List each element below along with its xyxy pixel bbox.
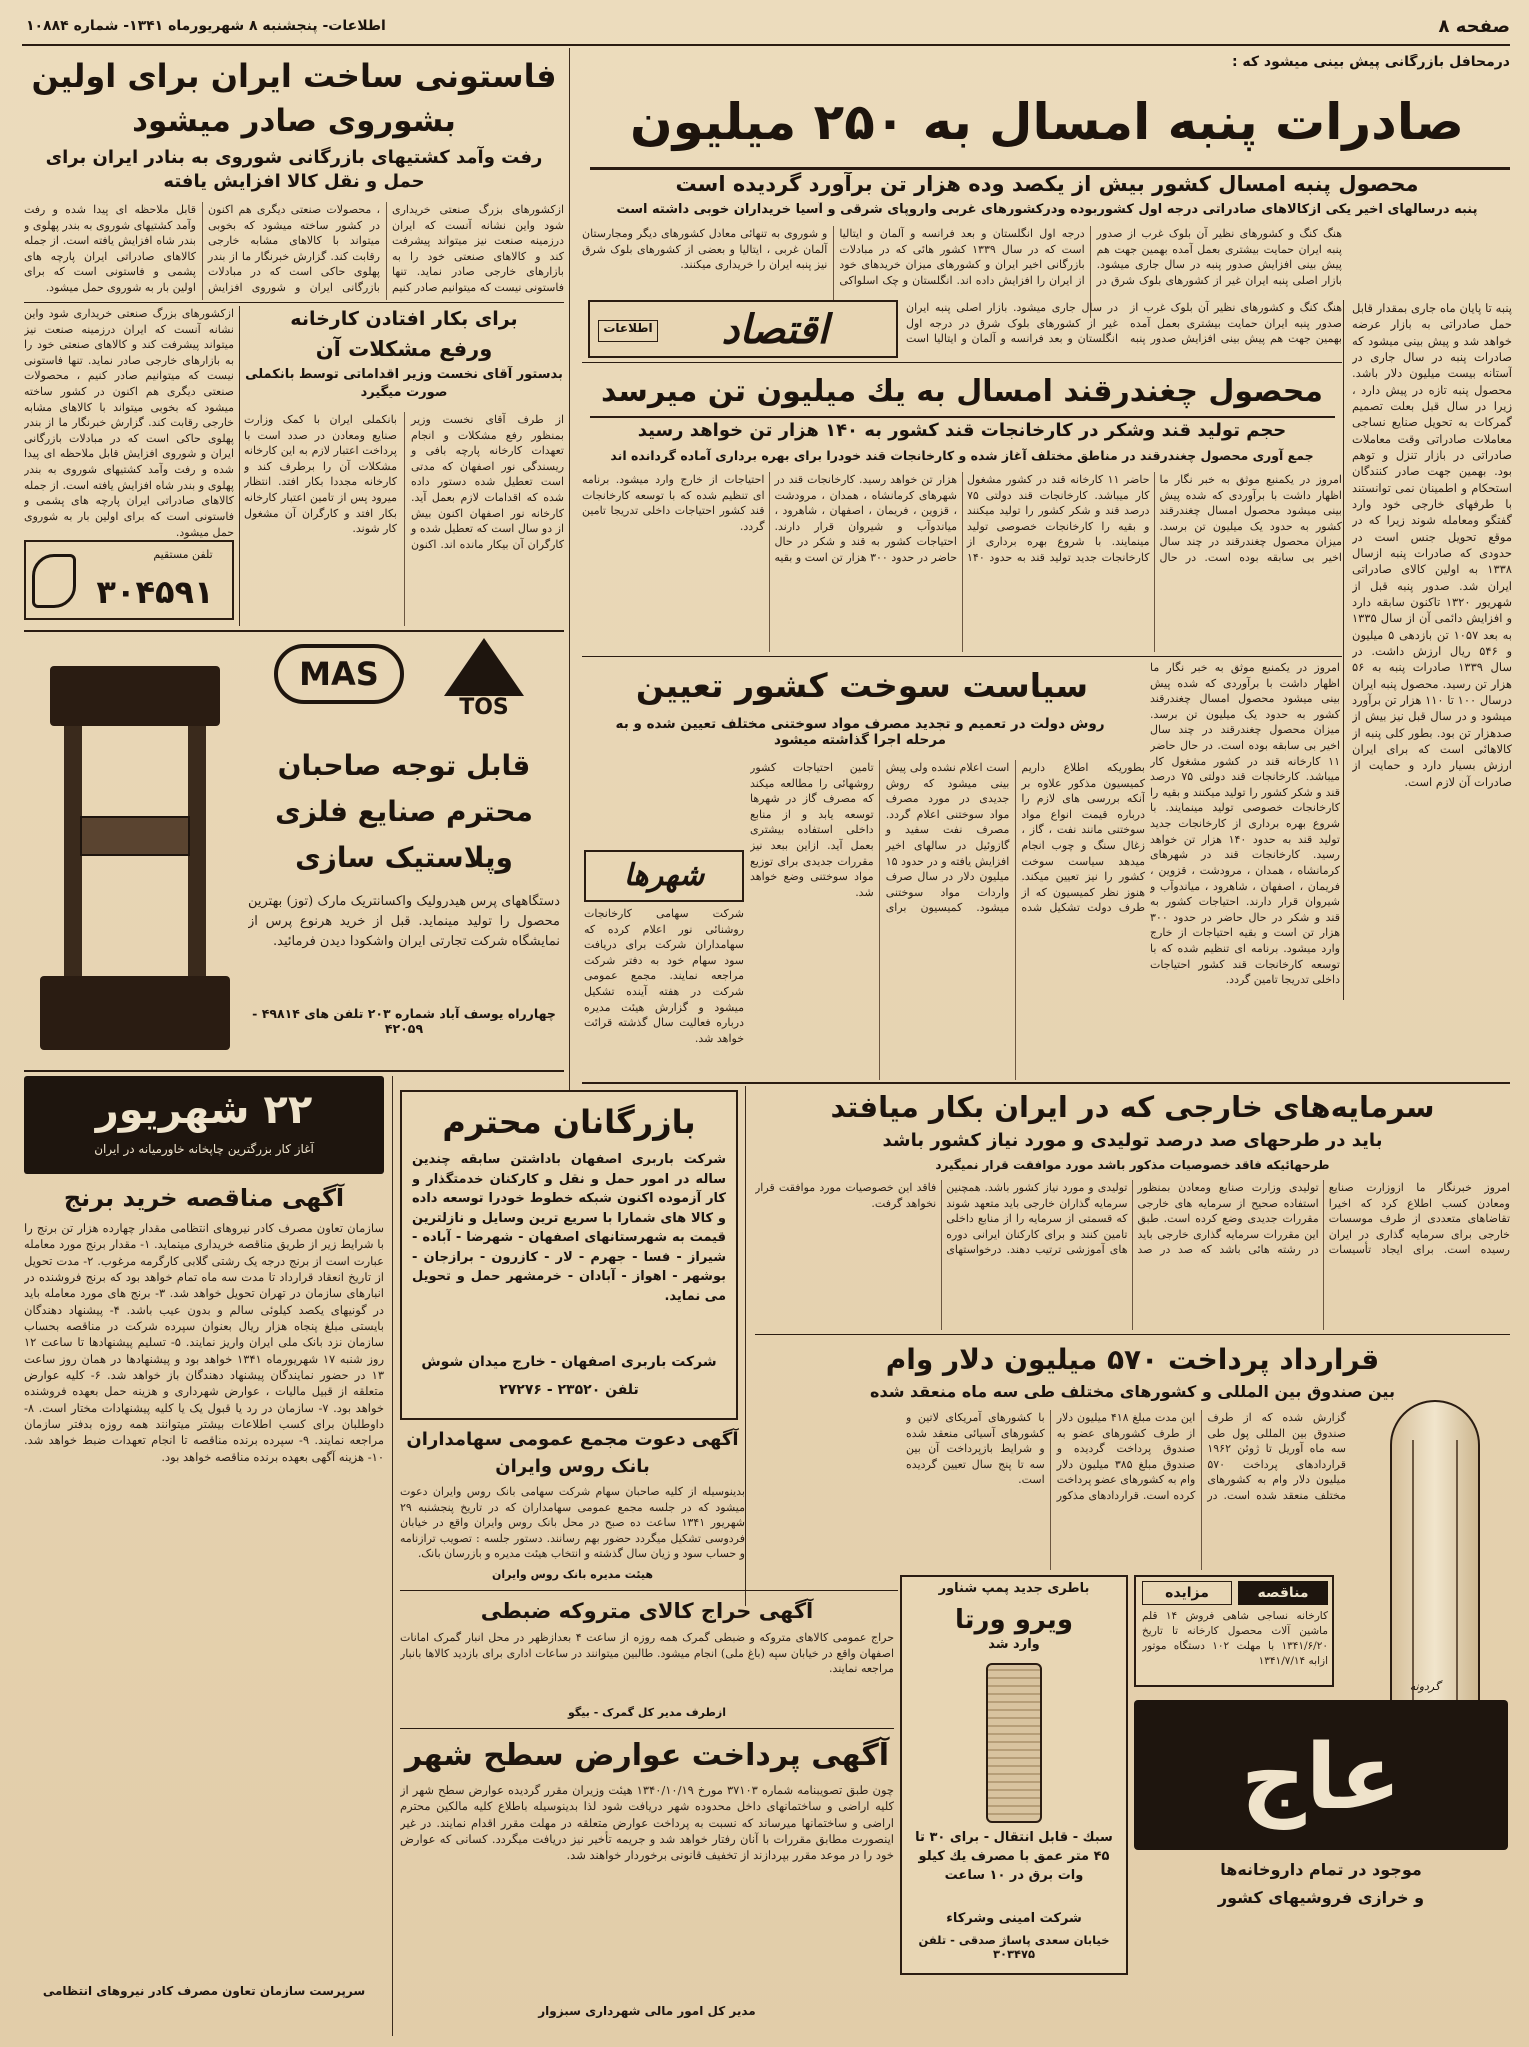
aaj-logo: عاج	[1240, 1725, 1402, 1830]
cotton-kicker: درمحافل بازرگانی پیش بینی میشود که :	[1231, 54, 1510, 70]
phone-label: تلفن مستقیم	[153, 548, 213, 561]
rule	[24, 1070, 564, 1072]
isfahan-headline-1: برای بکار افتادن کارخانه	[290, 308, 518, 330]
foreign-subhead: باید در طرحهای صد درصد تولیدی و مورد نیاز کشور باشد	[882, 1130, 1383, 1151]
pump-address: خیابان سعدی پاساژ صدقی - تلفن ۳۰۳۴۷۵	[918, 1933, 1110, 1961]
column-divider	[392, 1076, 393, 2036]
sugar-headline: محصول چغندرقند امسال به یك میلیون تن میرسد	[601, 374, 1323, 409]
sugar-subhead-2: جمع آوری محصول چغندرقند در مناطق مختلف آغاز شده و کارخانجات قند خودرا برای بهره برداری آماده گردانده اند	[610, 448, 1314, 463]
pump-ad	[900, 1575, 1128, 1975]
header-rule	[22, 44, 1510, 46]
rus-bank-body: بدینوسیله از کلیه صاحبان سهام شرکت سهامی بانک روس وایران دعوت میشود که در جلسه مجمع عمومی سهامداران که در تاریخ پنجشنبه ۲۹ شهریور ۱۳۴۱ ساعت ده صبح در محل بانک روس وایران واقع در خیابان فردوسی تشکیل میگردد حضور بهم رسانند. دستور جلسه : تصویب ترازنامه و حساب سود و زیان سال گذشته و انتخاب هیئت مدیره و بازرسان بانک.	[400, 1485, 745, 1561]
phone-number: ۳۰۴۵۹۱	[96, 573, 214, 611]
cotton-deck-2: پنبه درسالهای اخیر یکی ازکالاهای صادراتی درجه اول کشوربوده ودرکشورهای غربی واروپای شرقی و آسیا خریداران خوبی داشته است	[616, 202, 1478, 217]
mas-ad	[24, 636, 564, 1066]
imf-headline: قرارداد پرداخت ۵۷۰ میلیون دلار وام	[885, 1343, 1380, 1376]
merchants-body: شرکت باربری اصفهان باداشتن سابقه چندین ساله در امور حمل و نقل و کارکنان خدمتگذار و کار آزموده اکنون شبکه خطوط خودرا توسعه داده و کالا های شمارا با سریع ترین وسایل و نازلترین قیمت به شهرستانهای اصفهان - شهرضا - آباده - شیراز - فسا - جهرم - لار - کازرون - برازجان - بوشهر - اهواز - آبادان - خرمشهر حمل و تحویل می نماید.	[412, 1152, 726, 1304]
rule	[24, 302, 564, 303]
foreign-subhead-2: طرحهائیکه فاقد خصوصیات مذکور باشد مورد موافقت قرار نمیگیرد	[935, 1158, 1330, 1172]
rus-bank-title: آگهی دعوت مجمع عمومی سهامداران	[406, 1429, 739, 1450]
ussr-headline-2: بشوروی صادر میشود	[132, 103, 456, 139]
rule	[582, 656, 1342, 657]
shahrivar-subtitle: آغاز کار بزرگترین چاپخانه خاورمیانه در ایران	[94, 1142, 314, 1156]
cotton-headline: صادرات پنبه امسال به ۲۵۰ میلیون	[630, 93, 1464, 151]
imf-subhead: بین صندوق بین المللی و کشورهای مختلف طی سه ماه منعقد شده	[870, 1382, 1395, 1401]
sugar-body-continued: امروز در یکمنبع موثق به خبر نگار ما اظهار داشت با برآوردی که شده پیش بینی میشود محصول امسال چغندرقند کشور به حدود یک میلیون تن برسد. میزان محصول چغندرقند در چند سال اخیر بی سابقه بوده است. در حال حاضر ۱۱ کارخانه قند در کشور مشغول کار میباشد. کارخانجات قند دولتی ۷۵ درصد قند و شکر کشور را تولید میکنند و بقیه را کارخانجات خصوصی تولید مینمایند. با شروع بهره برداری از کارخانجات جدید تولید قند به حدود ۱۴۰ هزار تن خواهد رسید. کارخانجات قند در شهرهای کرمانشاه ، همدان ، مرودشت ، قزوین ، فریمان ، اصفهان ، شاهرود ، میاندوآب و شیروان قرار دارند. احتیاجات کشور به قند و شکر در حال حاضر در حدود ۳۰۰ هزار تن است و بقیه احتیاجات از خارج وارد میشود. برنامه ای تنظیم شده که با توسعه کارخانجات قند کشور احتیاجات داخلی تدریجا تامین گردد.	[1150, 661, 1340, 987]
rule	[24, 630, 564, 632]
column-divider	[569, 48, 570, 1098]
column-divider	[745, 1086, 746, 1606]
merchants-phone: تلفن ۲۳۵۲۰ - ۲۷۲۷۶	[499, 1382, 639, 1398]
rule	[590, 416, 1335, 418]
column-divider	[239, 306, 240, 626]
merchants-ad	[400, 1090, 738, 1420]
ussr-headline-1: فاستونی ساخت ایران برای اولین	[31, 57, 557, 95]
ektesad-logo: اقتصاد	[721, 307, 829, 353]
foreign-body: امروز خبرنگار ما ازوزارت صنایع ومعادن کسب اطلاع کرد که اخیرا تقاضاهای متعددی از طرف موسسات خارجی برای سرمایه گذاری در ایران رسیده است. برای ایجاد تأسیسات تولیدی وزارت صنایع ومعادن بمنظور استفاده صحیح از سرمایه های خارجی مقررات جدیدی وضع کرده است. طبق این مقررات سرمایه گذاری خارجی باید در رشته هائی باشد که صد در صد تولیدی و مورد نیاز کشور باشد. همچنین سرمایه گذاران خارجی باید متعهد شوند که قسمتی از سرمایه را از منابع داخلی تامین کنند و برای کارکنان ایرانی دوره های آموزشی ترتیب دهند. درخواستهای فاقد این خصوصیات مورد موافقت قرار نخواهد گرفت.	[755, 1181, 1510, 1257]
fuel-body: بطوریکه اطلاع داریم کمیسیون مذکور علاوه بر آنکه بررسی های لازم را درباره قیمت انواع مواد سوختنی مانند نفت ، گاز ، زغال سنگ و چوب انجام میدهد سیاست سوخت کشور را نیز تعیین میکند. هنوز نظر کمیسیون که از طرف دولت تشکیل شده است اعلام نشده ولی پیش بینی میشود که روش جدیدی در مورد مصرف مواد سوختنی اعلام گردد. مصرف نفت سفید و گازوئیل در سالهای اخیر افزایش یافته و در حدود ۱۵ میلیون دلار در سال صرف واردات مواد سوختنی میشود. کمیسیون برای تامین احتیاجات کشور روشهائی را مطالعه میکند که مصرف گاز در شهرها توسعه یابد و از منابع داخلی استفاده بیشتری بعمل آید. ازاین ببعد نیز مقررات جدیدی برای توزیع مواد سوختنی وضع خواهد شد.	[750, 761, 1145, 915]
aaj-logo-box	[1134, 1700, 1508, 1850]
aaj-bottom-1: موجود در تمام داروخانه‌ها	[1220, 1860, 1422, 1879]
tax-headline: آگهی پرداخت عوارض سطح شهر	[404, 1738, 890, 1773]
ussr-body-continued: ازکشورهای بزرگ صنعتی خریداری شود واین نشانه آنست که ایران درزمینه صنعت نیز میتواند پیشرفت کند و کالاهای صنعتی خود را به بازارهای خارجی صادر نماید. تنها فاستونی نیست که میتوانیم صادر کنیم ، محصولات صنعتی دیگری هم اکنون در کشور ساخته میشود که بخوبی میتواند با کالاهای مشابه خارجی رقابت کند. گزارش خبرنگار ما از بندر پهلوی حاکی است که در مبادلات بازرگانی ایران و شوروی افزایش قابل ملاحظه ای پیدا شده و رفت وآمد کشتیهای شوروی به بندر پهلوی و بندر شاه افزایش یافته است. از جمله کالاهای صادراتی ایران پارچه های پشمی و فاستونی است که برای اولین بار به شوروی حمل میشود.	[24, 307, 234, 539]
fuel-headline: سیاست سوخت کشور تعیین	[635, 666, 1089, 705]
tender-body: کارخانه نساجی شاهی فروش ۱۴ قلم ماشین آلات محصول کارخانه تا تاریخ ۱۳۴۱/۶/۲۰ با مهلت ۱۰۲ دستگاه موتور ازابه ۱۳۴۱/۷/۱۴	[1142, 1610, 1328, 1667]
shahrha-logo-box	[584, 850, 744, 902]
isfahan-headline-2: ورفع مشکلات آن	[315, 337, 493, 361]
customs-headline: آگهی حراج کالای متروکه ضبطی	[480, 1599, 814, 1623]
auction-label: مزایده	[1142, 1581, 1232, 1605]
tender-box	[1134, 1575, 1334, 1687]
cotton-body-top: هنگ کنگ و کشورهای نظیر آن بلوک غرب از صدور پنبه ایران حمایت بیشتری بعمل آمده بهمین جهت هم پیش بینی افزایش صدور پنبه در سال جاری میشود. بازار اصلی پنبه ایران غیر از کشورهای بلوک شرق در درجه اول انگلستان و بعد فرانسه و آلمان و ایتالیا است که در سال ۱۳۳۹ کشور هائی که در مبادلات بازرگانی اخیر ایران و کشورهای میزان خریدهای خود از ایران را افزایش داده اند. انگلستان و چک اسلواکی و شوروی به تنهائی معادل کشورهای دیگر ومجارستان آلمان غربی ، ایتالیا و بعضی از کشورهای بلوک شرق نیز پنبه ایران را خریداری میکنند.	[582, 227, 1342, 287]
aaj-tag: گردونه	[1409, 1680, 1441, 1693]
mas-brand: MAS	[299, 655, 379, 693]
rule	[582, 1082, 1510, 1084]
sugar-subhead: حجم تولید قند وشکر در کارخانجات قند کشور به ۱۴۰ هزار تن خواهد رسید	[637, 420, 1287, 441]
customs-body: حراج عمومی کالاهای متروکه و ضبطی گمرک همه روزه از ساعت ۴ بعدازظهر در محل انبار گمرک امانات اصفهان واقع در خیابان سپه (باغ ملی) انجام میشود. طالبین میتوانند در ساعات اداری برای بازدید کالاها بانبار مراجعه نمایند.	[400, 1631, 894, 1676]
rice-headline: آگهی مناقصه خرید برنج	[63, 1184, 345, 1212]
pump-icon	[986, 1663, 1042, 1823]
tax-signature: مدیر کل امور مالی شهرداری سبزوار	[538, 2004, 756, 2018]
imf-body: گزارش شده که از طرف صندوق بین المللی پول طی سه ماه آوریل تا ژوئن ۱۹۶۲ قراردادهای پرداخت ۵۷۰ میلیون دلار وام به کشورهای مختلف منعقد شده است. در این مدت مبلغ ۴۱۸ میلیون دلار از طرف کشورهای عضو به صندوق پرداخت گردیده و صندوق مبلغ ۳۸۵ میلیون دلار وام به کشورهای عضو پرداخت کرده است. قراردادهای مذکور با کشورهای آمریکای لاتین و کشورهای آسیائی منعقد شده و شرایط بازپرداخت آن بین سه تا پنج سال تعیین گردیده است.	[906, 1411, 1346, 1503]
rice-signature: سرپرست سازمان تعاون مصرف کادر نیروهای انتظامی	[42, 1984, 366, 1998]
phone-icon	[32, 554, 76, 608]
isfahan-body: از طرف آقای نخست وزیر بمنظور رفع مشکلات و انجام تعهدات کارخانه پارچه بافی و ریسندگی نور اصفهان که مدتی است تعطیل شده دستور داده شده که اقدامات لازم بعمل آید. کارخانه نور اصفهان اکنون بیش از دو سال است که تعطیل شده و کارگران آن بیکار مانده اند. اکنون بانکملی ایران با کمک وزارت صنایع ومعادن در صدد است با پرداخت اعتبار لازم به این کارخانه مشکلات آن را برطرف کند و کارخانه مجددا بکار افتد. انتظار میرود پس از تامین اعتبار کارخانه بکار افتد و کارگران آن مشغول کار شوند.	[244, 413, 564, 551]
phone-badge	[24, 540, 234, 620]
aaj-bottom-2: و خرازی فروشیهای کشور	[1217, 1888, 1425, 1907]
shahrha-logo: شهرها	[623, 858, 705, 893]
triangle-icon	[444, 638, 524, 696]
customs-signature: ازطرف مدیر کل گمرک - بیگو	[568, 1706, 726, 1719]
masthead: اطلاعات- پنجشنبه ۸ شهریورماه ۱۳۴۱- شماره ۱۰۸۸۴	[26, 18, 386, 34]
merchants-address: شرکت باربری اصفهان - خارج میدان شوش	[421, 1354, 717, 1370]
ussr-subhead: رفت وآمد کشتیهای بازرگانی شوروی به بنادر ایران برای حمل و نقل کالا افزایش یافته	[45, 147, 543, 193]
press-machine-icon	[30, 666, 240, 1056]
mas-body: دستگاههای پرس هیدرولیک واکسانتریک مارک (توز) بهترین محصول را تولید مینماید. قبل از خرید هرنوع پرس از نمایشگاه شرکت تجارتی ایران واشکودا دیدن فرمائید.	[248, 894, 560, 950]
sugar-body: امروز در یکمنبع موثق به خبر نگار ما اظهار داشت با برآوردی که شده پیش بینی میشود محصول امسال چغندرقند کشور به حدود یک میلیون تن برسد. میزان محصول چغندرقند در چند سال اخیر بی سابقه بوده است. در حال حاضر ۱۱ کارخانه قند در کشور مشغول کار میباشد. کارخانجات قند دولتی ۷۵ درصد قند و شکر کشور را تولید میکنند و بقیه را کارخانجات خصوصی تولید مینمایند. با شروع بهره برداری از کارخانجات جدید تولید قند به حدود ۱۴۰ هزار تن خواهد رسید. کارخانجات قند در شهرهای کرمانشاه ، همدان ، مرودشت ، قزوین ، فریمان ، اصفهان ، شاهرود ، میاندوآب و شیروان قرار دارند. احتیاجات کشور به قند و شکر در حال حاضر در حدود ۳۰۰ هزار تن است و بقیه احتیاجات از خارج وارد میشود. برنامه ای تنظیم شده که با توسعه کارخانجات قند کشور احتیاجات داخلی تدریجا تامین گردد.	[582, 473, 1342, 565]
tender-label: مناقصه	[1238, 1581, 1328, 1605]
shahrha-body: شرکت سهامی کارخانجات روشنائی نور اعلام کرده که سهامداران شرکت برای دریافت سود سهام خود به دفتر شرکت مراجعه نمایند. مجمع عمومی شرکت در هفته آینده تشکیل میشود و گزارش هیئت مدیره درباره فعالیت سال گذشته قرائت خواهد شد.	[584, 907, 744, 1045]
shahrivar-banner	[24, 1076, 384, 1174]
mas-address: چهارراه یوسف آباد شماره ۲۰۳ تلفن های ۴۹۸۱۴ - ۴۲۰۵۹	[252, 1006, 556, 1036]
pump-body: سبك - قابل انتقال - برای ۳۰ تا ۴۵ متر عمق با مصرف یك کیلو وات برق در ۱۰ ساعت	[915, 1830, 1113, 1883]
mas-logo	[274, 644, 404, 704]
mas-heading-3: وپلاستیک سازی	[295, 841, 513, 874]
tax-body: چون طبق تصویبنامه شماره ۳۷۱۰۳ مورخ ۱۳۴۰/۱۰/۱۹ هیئت وزیران مقرر گردیده عوارض سطح شهر از کلیه اراضی و ساختمانهای داخل محدوده شهر دریافت شود لذا بدینوسیله باطلاع کلیه مالکین محترم اراضی و ساختمانها میرساند که نسبت به پرداخت عوارض متعلقه در مهلت مقرر اقدام نمایند. در غیر اینصورت مطابق مقررات با آنان رفتار خواهد شد و جریمه تأخیر نیز دریافت میگردد. کسانی که عوارض خود را در موعد مقرر بپردازند از تخفیف قانونی برخوردار خواهند شد.	[400, 1783, 894, 1863]
cotton-body-column: پنبه تا پایان ماه جاری بمقدار قابل حمل صادراتی به بازار عرضه خواهد شد و پیش بینی میشود که صادرات پنبه در سال جاری در آستانه بیست میلیون دلار باشد. محصول پنبه تازه در پیش دارد ، زیرا در سال قبل بعلت تصمیم گمرکات به تحویل صنایع نساجی معاملات صادراتی وقت معاملات صادراتی در بازار تنزل و توهم بود. بهمین جهت صادر کنندگان استحکام و اطمینان نمی توانستند با طرفهای خارجی خود وارد گفتگو ومعامله شوند زیرا که در موقع تحویل جنس است در حدودی که صادرات پنبه ازسال ۱۳۳۸ به اولین کالای صادراتی ایران شد. صدور پنبه قبل از شهریور ۱۳۲۰ تاکنون سابقه دارد و افزایش دائمی آن از سال ۱۳۳۵ به بعد ۱۰۵۷ تن بازدهی ۵ میلیون و ۵۴۶ ریال ارزش داشت. در سال ۱۳۳۹ صادرات پنبه به ۵۶ هزار تن رسید. محصول پنبه ایران درسال ۱۰۰ تا ۱۱۰ هزار تن برآورد میشود و در سال قبل نیز بیش از صدهزار تن بود. بطور کلی پنبه از کالاهائی است که برای ایران ارزش بسیار دارد و حمایت از صادرات آن لازم است.	[1352, 301, 1512, 789]
pump-brand: ویرو ورتا	[955, 1605, 1073, 1635]
rule	[400, 1728, 894, 1729]
rule	[590, 167, 1510, 170]
foreign-headline: سرمایه‌های خارجی که در ایران بکار میافتد	[830, 1090, 1435, 1124]
tos-logo	[434, 638, 534, 724]
cotton-deck: محصول پنبه امسال کشور بیش از یکصد وده هزار تن برآورد گردیده است	[675, 172, 1419, 196]
ektesad-small-label: اطلاعات	[598, 320, 658, 342]
rule	[755, 1334, 1510, 1335]
pump-company: شرکت امینی وشرکاء	[946, 1911, 1082, 1926]
cotton-body-extra: هنگ کنگ و کشورهای نظیر آن بلوک غرب از صدور پنبه ایران حمایت بیشتری بعمل آمده بهمین جهت هم پیش بینی افزایش صدور پنبه در سال جاری میشود. بازار اصلی پنبه ایران غیر از کشورهای بلوک شرق در درجه اول انگلستان و بعد فرانسه و آلمان و ایتالیا است	[906, 301, 1342, 346]
rule	[400, 1590, 898, 1591]
rus-bank-name: بانک روس وایران	[495, 1456, 650, 1477]
shahrivar-title: ۲۲ شهریور	[95, 1087, 313, 1133]
rice-body: سازمان تعاون مصرف کادر نیروهای انتظامی مقدار چهارده هزار تن برنج را با شرایط زیر از طریق مناقصه خریداری مینماید. ۱- مقدار برنج مورد معامله عبارت است از برنج درجه یک رشتی گلابی کارگرمه مرغوب. ۲- مدت تحویل از تاریخ انعقاد قرارداد تا مدت سه ماه تمام خواهد بود که برنج فروشنده در انبارهای سازمان در تهران تحویل خواهد شد. ۳- برنج های مورد معامله باید در گونیهای یکصد کیلوئی سالم و بدون عیب باشد. ۴- پیشنهاد دهندگان بایستی مبلغ پنجاه هزار ریال بعنوان سپرده شرکت در مناقصه بحساب سازمان نزد بانک ملی ایران واریز نمایند. ۵- تسلیم پیشنهادها تا ساعت ۱۲ روز شنبه ۱۷ شهریورماه ۱۳۴۱ خواهد بود و پیشنهادها در همان روز ساعت ۱۳ در حضور نمایندگان پیشنهاد دهندگان باز خواهد شد. ۶- کلیه عوارض متعلقه از قبیل مالیات ، عوارض شهرداری و هزینه حمل بعهده فروشنده خواهد بود. ۷- سازمان در رد یا قبول یک یا کلیه پیشنهادات مختار است. ۸- داوطلبان برای کسب اطلاعات بیشتر میتوانند همه روزه بدفتر سازمان مراجعه نمایند. ۹- سپرده برنده مناقصه تا انجام تعهدات ضبط خواهد شد. ۱۰- هزینه آگهی بعهده برنده مناقصه خواهد بود.	[24, 1221, 384, 1464]
rule	[582, 362, 1342, 363]
merchants-title: بازرگانان محترم	[442, 1103, 696, 1141]
page-number: صفحه ۸	[1438, 16, 1510, 37]
mas-heading-2: محترم صنایع فلزی	[275, 795, 533, 828]
pump-title: باطری جدید پمپ شناور	[938, 1581, 1090, 1596]
ektesad-logo-box	[588, 300, 898, 358]
mas-heading-1: قابل توجه صاحبان	[277, 749, 531, 782]
isfahan-subhead: بدستور آقای نخست وزیر اقداماتی توسط بانکملی صورت میگیرد	[245, 367, 563, 401]
fuel-subhead: روش دولت در تعمیم و تجدید مصرف مواد سوختنی مختلف تعیین شده و به مرحله اجرا گذاشته میشود	[615, 716, 1105, 748]
ussr-body-top: ازکشورهای بزرگ صنعتی خریداری شود واین نشانه آنست که ایران درزمینه صنعت نیز میتواند پیشرفت کند و کالاهای صنعتی خود را به بازارهای خارجی صادر نماید. تنها فاستونی نیست که میتوانیم صادر کنیم ، محصولات صنعتی دیگری هم اکنون در کشور ساخته میشود که بخوبی میتواند با کالاهای مشابه خارجی رقابت کند. گزارش خبرنگار ما از بندر پهلوی حاکی است که در مبادلات بازرگانی ایران و شوروی افزایش قابل ملاحظه ای پیدا شده و رفت وآمد کشتیهای شوروی به بندر پهلوی و بندر شاه افزایش یافته است. از جمله کالاهای صادراتی ایران پارچه های پشمی و فاستونی است که برای اولین بار به شوروی حمل میشود.	[24, 203, 564, 295]
rus-bank-signature: هیئت مدیره بانک روس وایران	[492, 1568, 653, 1581]
tos-brand: TOS	[459, 695, 509, 720]
column-divider	[1343, 300, 1344, 1000]
pump-subtitle: وارد شد	[988, 1637, 1040, 1652]
